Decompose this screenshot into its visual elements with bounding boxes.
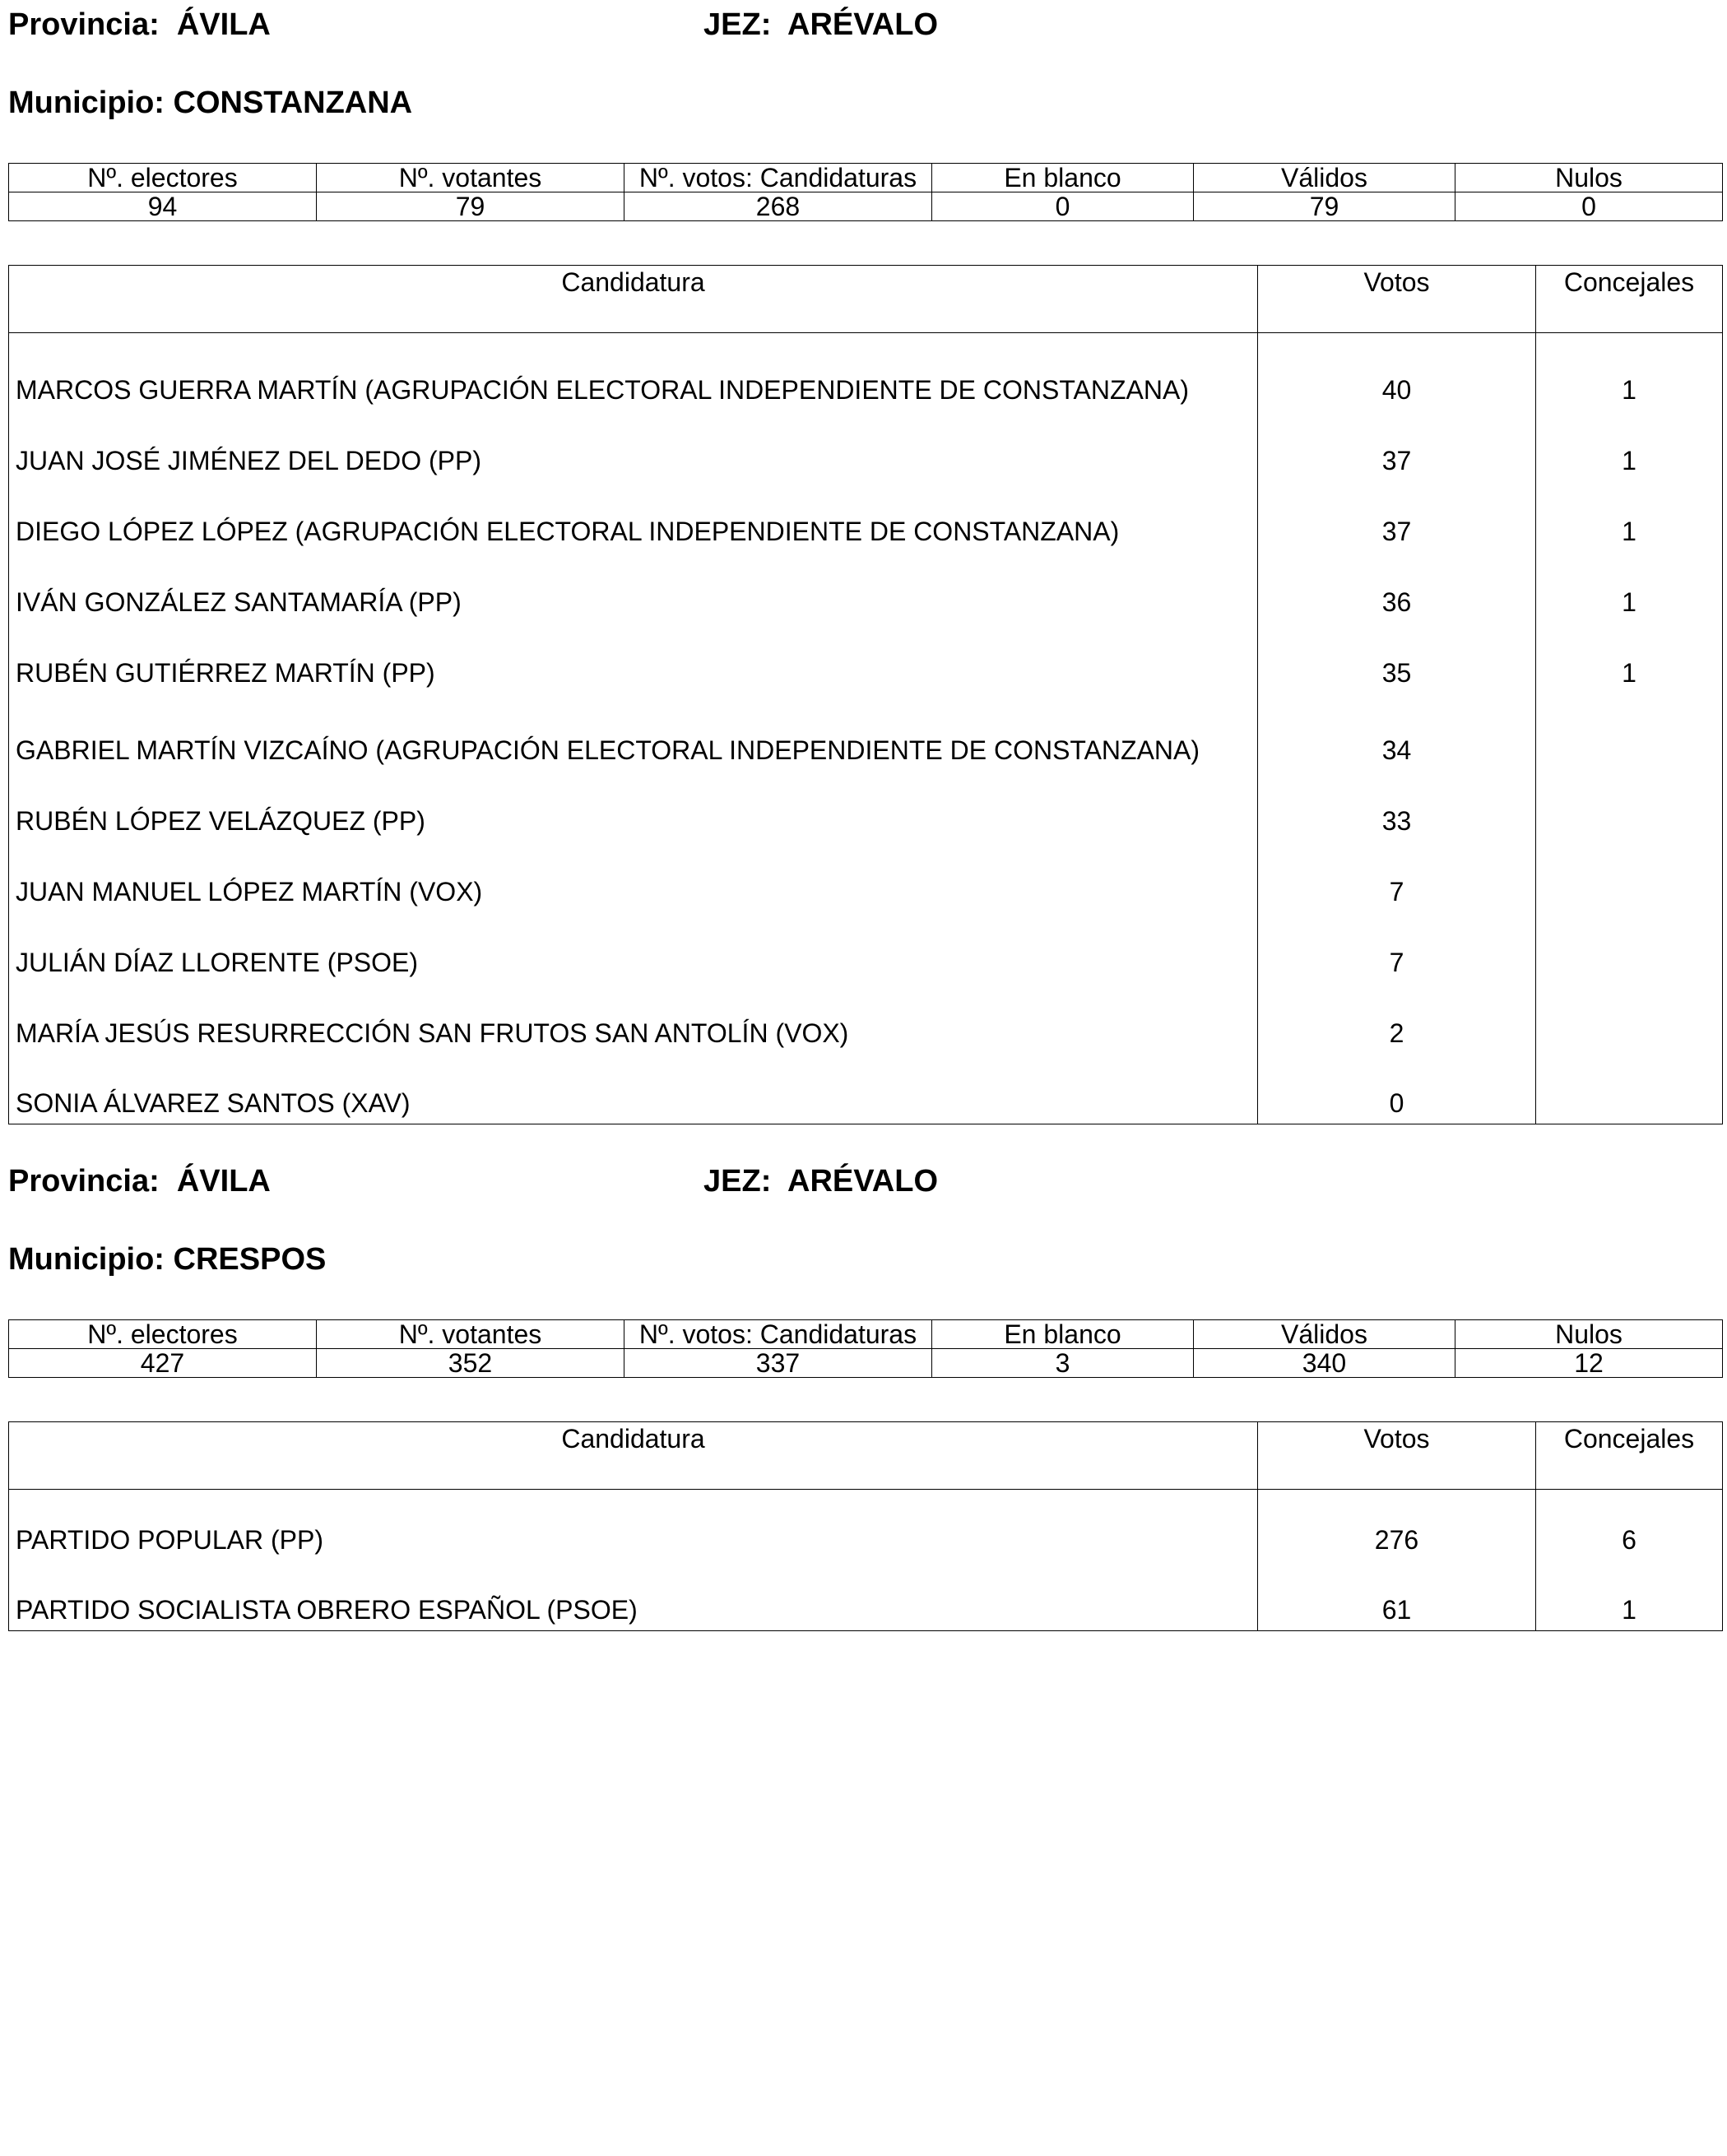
summary-value-en-blanco: 0 — [932, 192, 1194, 221]
candidate-name: JUAN MANUEL LÓPEZ MARTÍN (VOX) — [9, 842, 1258, 912]
summary-value-nulos: 0 — [1455, 192, 1723, 221]
summary-value-en-blanco: 3 — [932, 1349, 1194, 1378]
summary-value-electores: 94 — [9, 192, 317, 221]
candidate-name: SONIA ÁLVAREZ SANTOS (XAV) — [9, 1054, 1258, 1124]
candidate-seats — [1536, 983, 1723, 1054]
candidate-row — [9, 1490, 1723, 1560]
concejales-header: Concejales — [1536, 1422, 1723, 1490]
candidate-seats — [1536, 912, 1723, 983]
candidates-table — [8, 265, 1723, 1124]
provincia-label: Provincia: ÁVILA — [8, 1164, 271, 1199]
candidate-seats: 1 — [1536, 410, 1723, 481]
candidate-row — [9, 771, 1723, 842]
candidatura-header: Candidatura — [9, 1422, 1258, 1490]
summary-value-row — [9, 1349, 1723, 1378]
candidate-row — [9, 481, 1723, 552]
summary-header-row — [9, 164, 1723, 192]
candidate-seats: 1 — [1536, 481, 1723, 552]
municipality-block-crespos — [8, 1163, 1722, 1625]
block-header — [8, 7, 1722, 155]
candidate-votes: 61 — [1258, 1560, 1536, 1631]
summary-header-row — [9, 1320, 1723, 1349]
candidate-name: JULIÁN DÍAZ LLORENTE (PSOE) — [9, 912, 1258, 983]
candidate-votes: 34 — [1258, 693, 1536, 771]
summary-value-nulos: 12 — [1455, 1349, 1723, 1378]
candidate-row — [9, 983, 1723, 1054]
candidate-name: RUBÉN LÓPEZ VELÁZQUEZ (PP) — [9, 771, 1258, 842]
candidate-seats — [1536, 842, 1723, 912]
candidate-seats — [1536, 771, 1723, 842]
candidate-name: PARTIDO POPULAR (PP) — [9, 1490, 1258, 1560]
candidate-name: JUAN JOSÉ JIMÉNEZ DEL DEDO (PP) — [9, 410, 1258, 481]
candidate-votes: 33 — [1258, 771, 1536, 842]
summary-header-nulos: Nulos — [1455, 164, 1723, 192]
summary-value-validos: 340 — [1194, 1349, 1455, 1378]
summary-header-validos: Válidos — [1194, 164, 1455, 192]
candidate-seats: 1 — [1536, 1560, 1723, 1631]
municipio-label: Municipio: CONSTANZANA — [8, 86, 413, 120]
summary-header-nulos: Nulos — [1455, 1320, 1723, 1349]
summary-header-votantes: Nº. votantes — [317, 164, 624, 192]
candidate-name: RUBÉN GUTIÉRREZ MARTÍN (PP) — [9, 623, 1258, 693]
candidate-name: PARTIDO SOCIALISTA OBRERO ESPAÑOL (PSOE) — [9, 1560, 1258, 1631]
provincia-label: Provincia: ÁVILA — [8, 7, 271, 42]
summary-value-row — [9, 192, 1723, 221]
candidate-votes: 7 — [1258, 912, 1536, 983]
candidate-row — [9, 693, 1723, 771]
block-header — [8, 1163, 1722, 1311]
candidate-name: IVÁN GONZÁLEZ SANTAMARÍA (PP) — [9, 552, 1258, 623]
candidates-header-row — [9, 266, 1723, 333]
votos-header: Votos — [1258, 1422, 1536, 1490]
summary-header-validos: Válidos — [1194, 1320, 1455, 1349]
candidate-seats: 1 — [1536, 552, 1723, 623]
summary-table — [8, 1319, 1723, 1378]
candidatura-header: Candidatura — [9, 266, 1258, 333]
candidate-row — [9, 1054, 1723, 1124]
candidate-votes: 36 — [1258, 552, 1536, 623]
jez-label: JEZ: ARÉVALO — [703, 7, 939, 42]
candidate-votes: 37 — [1258, 410, 1536, 481]
summary-header-en-blanco: En blanco — [932, 1320, 1194, 1349]
municipio-label: Municipio: CRESPOS — [8, 1242, 327, 1277]
summary-header-en-blanco: En blanco — [932, 164, 1194, 192]
summary-value-votos-candidaturas: 337 — [624, 1349, 932, 1378]
summary-value-validos: 79 — [1194, 192, 1455, 221]
candidate-votes: 35 — [1258, 623, 1536, 693]
candidate-votes: 276 — [1258, 1490, 1536, 1560]
summary-value-votos-candidaturas: 268 — [624, 192, 932, 221]
summary-value-votantes: 79 — [317, 192, 624, 221]
summary-header-electores: Nº. electores — [9, 1320, 317, 1349]
candidate-votes: 7 — [1258, 842, 1536, 912]
candidate-votes: 2 — [1258, 983, 1536, 1054]
summary-value-votantes: 352 — [317, 1349, 624, 1378]
candidate-row — [9, 912, 1723, 983]
jez-label: JEZ: ARÉVALO — [703, 1164, 939, 1199]
candidate-seats — [1536, 1054, 1723, 1124]
candidate-row — [9, 333, 1723, 410]
summary-value-electores: 427 — [9, 1349, 317, 1378]
candidate-name: MARÍA JESÚS RESURRECCIÓN SAN FRUTOS SAN ANTOLÍN (VOX) — [9, 983, 1258, 1054]
municipality-block-constanzana — [8, 7, 1722, 1118]
candidates-header-row — [9, 1422, 1723, 1490]
candidate-row — [9, 410, 1723, 481]
candidate-seats: 6 — [1536, 1490, 1723, 1560]
summary-header-votantes: Nº. votantes — [317, 1320, 624, 1349]
votos-header: Votos — [1258, 266, 1536, 333]
candidate-votes: 0 — [1258, 1054, 1536, 1124]
concejales-header: Concejales — [1536, 266, 1723, 333]
candidate-votes: 37 — [1258, 481, 1536, 552]
candidate-seats — [1536, 693, 1723, 771]
candidate-row — [9, 842, 1723, 912]
candidate-votes: 40 — [1258, 333, 1536, 410]
summary-header-votos-candidaturas: Nº. votos: Candidaturas — [624, 164, 932, 192]
candidate-row — [9, 552, 1723, 623]
summary-header-votos-candidaturas: Nº. votos: Candidaturas — [624, 1320, 932, 1349]
candidate-seats: 1 — [1536, 333, 1723, 410]
candidate-name: DIEGO LÓPEZ LÓPEZ (AGRUPACIÓN ELECTORAL INDEPENDIENTE DE CONSTANZANA) — [9, 481, 1258, 552]
summary-table — [8, 163, 1723, 221]
candidate-row — [9, 623, 1723, 693]
candidate-name: GABRIEL MARTÍN VIZCAÍNO (AGRUPACIÓN ELECTORAL INDEPENDIENTE DE CONSTANZANA) — [9, 693, 1258, 771]
candidate-seats: 1 — [1536, 623, 1723, 693]
candidate-row — [9, 1560, 1723, 1631]
candidates-table — [8, 1421, 1723, 1631]
summary-header-electores: Nº. electores — [9, 164, 317, 192]
candidate-name: MARCOS GUERRA MARTÍN (AGRUPACIÓN ELECTORAL INDEPENDIENTE DE CONSTANZANA) — [9, 333, 1258, 410]
